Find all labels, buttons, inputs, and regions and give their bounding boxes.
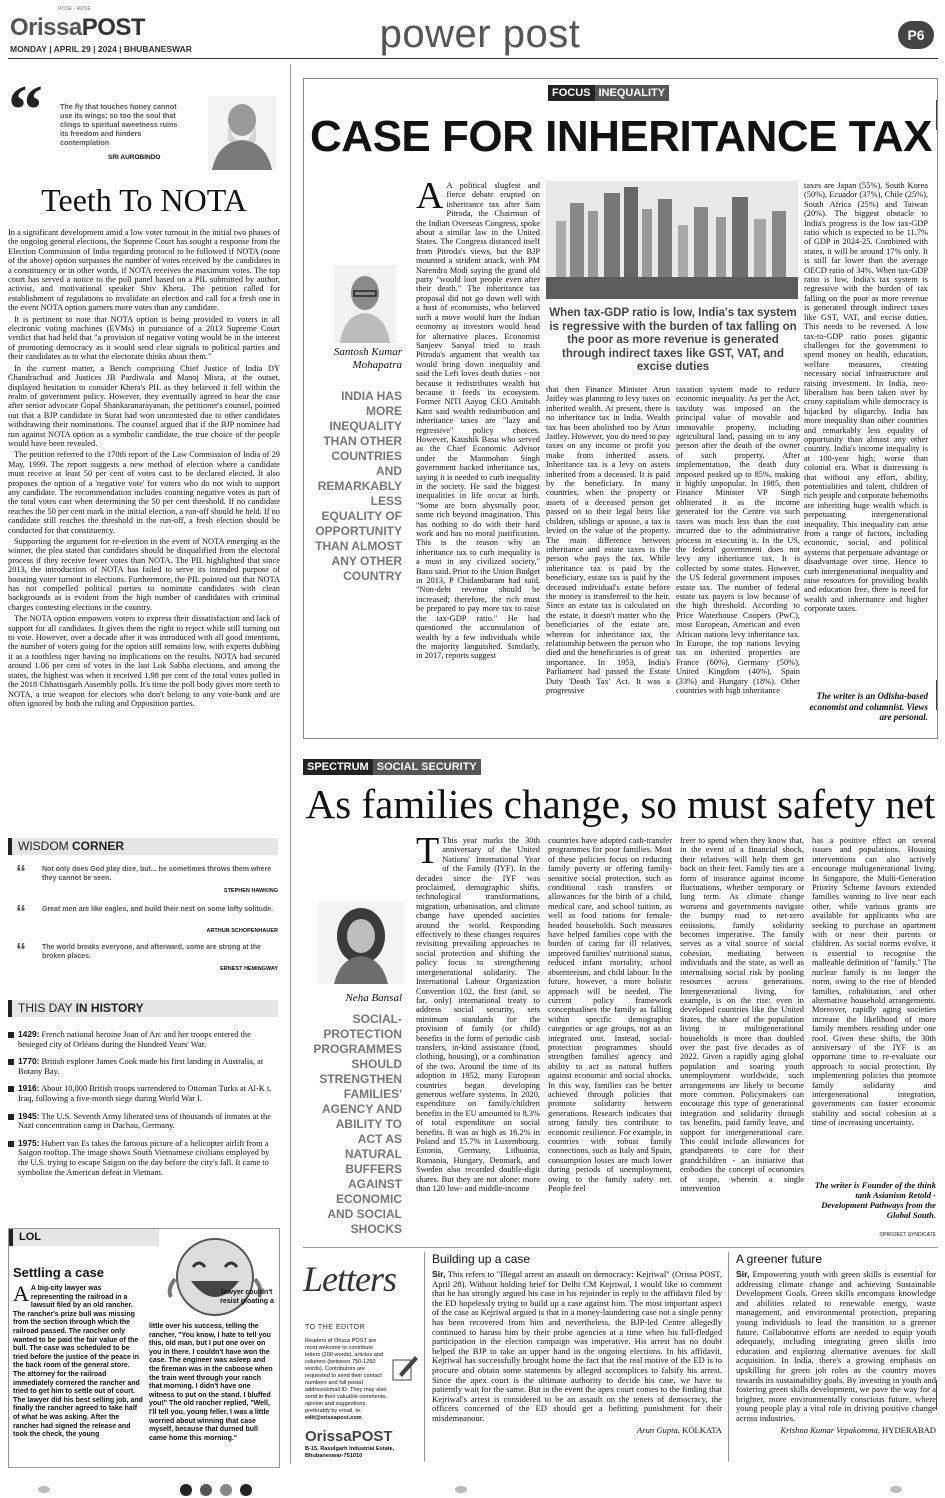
focus-headline: CASE FOR INHERITANCE TAX [310,112,932,161]
spectrum-pull-quote: SOCIAL-PROTECTION PROGRAMMES SHOULD STRENGTHEN FAMILIES' AGENCY AND ABILITY TO ACT AS NATURAL BUFFERS AGAINST ECONOMIC AND SOCIAL SHOCKS [313,1012,402,1236]
wisdom-text: The world breaks everyone, and afterward, some are strong at the broken places. [42,944,262,960]
spectrum-col-1 [416,836,540,1238]
lol-title: Settling a case [13,1265,105,1280]
focus-bio: The writer is an Odisha-based economist and columnist. Views are personal. [809,691,928,722]
letter-1-salutation: Sir, [432,1269,446,1279]
history-text: British explorer James Cook made his first landing in Australia, at Botany Bay. [18,1057,264,1076]
letters-logo: Letters [303,1259,397,1299]
quote-mark-icon: “ [8,72,43,149]
registration-mark [180,1484,192,1496]
bullet-icon [8,1086,14,1092]
letter-1-signature [432,1425,722,1435]
letters-info-text: Readers of Orissa POST are most welcome to contribute letters (200 words), articles and columns (between 750-1250 words). Contributors are requested to send their contact numbers and full postal address/email ID. They may also send in their valuable comments, opinion and suggestions, preferably by email, to: [305,1338,387,1414]
registration-mark [240,1484,252,1496]
wisdom-author: ARTHUR SCHOPENHAUER [206,928,278,934]
editorial-para: Supporting the argument for re-election in the event of NOTA emerging as the winner, the plea stated that candidates should be disqualified from the electoral process if they receive fewer votes than NOTA. The PIL highlighted that since 2013, the introduction of NOTA has failed to serve its intended purpose of boosting voter turnout in elections. Furthermore, the PIL pointed out that NOTA has not compelled political parties to nominate candidates with clean backgrounds as is evident from the high number of candidates with criminal charges contesting elections in the country. [8,537,280,612]
letter-2-text: Empowering youth with green skills is essential for addressing climate change and achieving Sustainable Development Goals. Green skills encompass knowledge and abilities related to renewable energy, waste management, and environmental protection, preparing young individuals to lead the transition to a greener future. Collaborative efforts are needed to equip youth adequately, including integrating green skills into education and exploring alternative avenues for skill acquisition. In India, there's a growing emphasis on upskilling for green job roles as the country moves towards its sustainability goals. By investing in youth and fostering green skills development, we pave the way for a brighter, more environmentally conscious future, where young people play a vital role in driving positive change across industries. [736,1269,936,1423]
tag-social-security: SOCIAL SECURITY [373,759,481,775]
spectrum-dropcap: T [416,836,440,872]
author-photo-neha [318,902,404,984]
letters-divider [424,1252,425,1462]
letter-1-text: This refers to "Illegal arrest an assault on democracy: Kejriwal" (Orissa POST, April 28). Without holding brief for Delhi CM Kejriwal, I would like to comment that he has strongly argued his case in his rejoinder in reply to the affidavit filed by the ED hopelessly trying to build up a case against him. The most important aspect of the case as Kejriwal argued is that in a money-laundering case not a single penny has been recovered from him and nevertheless, the BJP-led Centre allegedly continued to harass him by their probe agencies at a time when his full-fledged participation in the election campaign was imperative. His arrest has no doubt helped the BJP to take an upper hand in the ongoing elections. In his affidavit, Kejriwal has successfully brought home the fact that the real motive of the ED is to procure and obtain some statements by alleged accomplices to falsify his arrest. Since the apex court is the ultimate authority to decide his case, we have to patiently wait for the same. But in the event the apex court comes to the finding that Kejriwal's arrest is considered to be an assault on the tenets of democracy, the officers concerned of the ED should get a befitting punishment for their misdemeanour. [432,1269,722,1423]
quote-mark-icon: “ [16,902,26,924]
bullet-icon [8,1032,14,1038]
history-header [8,1000,278,1017]
register-cross [936,1380,944,1410]
logo-accent: POST [81,14,146,41]
author-photo-santosh [334,265,396,343]
history-item [8,1112,280,1131]
footer-logo-main: Orissa [305,1428,352,1445]
tag-inequality: INEQUALITY [595,85,670,101]
masthead [0,0,945,60]
lol-column-2a: lawyer couldn't resist gloating a [220,1289,274,1305]
registration-mark [200,1484,212,1496]
register-cross [936,680,944,710]
bullet-icon [8,1141,14,1147]
register-cross [936,100,944,130]
letter-1-title: Building up a case [432,1252,531,1266]
section-title: power post [379,12,581,56]
lol-box [8,1228,280,1468]
letters-sub: TO THE EDITOR [305,1324,366,1331]
wisdom-author: STEPHEN HAWKING [223,888,278,894]
writing-hand-icon [391,1352,419,1382]
lol-header: LOL [9,1229,159,1246]
wisdom-item [16,902,278,944]
focus-tags [548,85,669,101]
letters-email[interactable]: edit@orissapost.com [305,1415,362,1421]
quote-mark-icon: “ [16,940,26,962]
footer-logo-accent: POST [351,1428,393,1445]
focus-box [303,78,938,739]
spectrum-bio: The writer is Founder of the think tank Asianism Retold - Development Pathways from the Global South. [814,1180,936,1220]
logo-tag: ROSE - ROSE [58,6,91,12]
history-list [8,1030,280,1185]
editorial-title: Teeth To NOTA [41,182,247,218]
focus-col-2: that then Finance Minister Arun Jaitley was planning to levy taxes on inherited wealth. At present, there is no inheritance tax in India. Wealth tax has been abolished too by Arun Jaitley. However, you do need to pay taxes on any income or profit you make from inherited assets. Inheritance tax is a levy on assets inherited from a deceased. It is paid by the beneficiary. In many countries, when the property or assets of a deceased person get passed on to their legal heirs like children, siblings or spouse, a tax is levied on the value of the property. The main difference between inheritance and estate taxes is the person who pays the tax. While inheritance tax is paid by the beneficiary, estate tax is paid by the deceased individual's estate before the money is transferred to the heir. Since an estate tax is calculated on the estate, it doesn't matter who the beneficiaries of the estate are, whereas for inheritance tax, the relationship between the person who died and the beneficiaries is of great importance. In 1953, India's Parliament had passed the Estate Duty 'Death Tax' Act. It was a progressive [546,385,670,695]
focus-author: Santosh Kumar Mohapatra [333,346,402,371]
registration-mark [220,1484,232,1496]
wisdom-text: Great men are like eagles, and build their nest on some lofty solitude. [42,906,274,913]
wisdom-text: Not only does God play dice, but... he sometimes throws them where they cannot be seen. [42,866,272,882]
editorial-para: It is pertinent to note that NOTA option is being provided to voters in all electronic voting machines (EVMs) in pursuance of a 2013 Supreme Court verdict that had held that "a provision of negative voting would be in the interest of promoting democracy as it would send clear signals to political parties and their candidates as to what the electorate thinks about them." [8,314,280,362]
history-item [8,1030,280,1049]
registration-mark [38,1486,50,1493]
bullet-icon [8,1114,14,1120]
editorial-body [8,228,280,828]
letters-rule [303,1247,938,1248]
lol-column-1 [13,1281,143,1440]
quote-mark-icon: “ [16,862,26,884]
lol-column-2: little over his success, telling the rancher, "You know, I hate to tell you this, old man, but I put one over on you in there. I couldn't have won the case. The engineer was asleep and the fireman was in the caboose when the train went through your ranch that morning. I didn't have one witness to put on the stand. I bluffed you!" The old rancher replied, "Well, I'll tell you, young feller, I was a little worried about winning that case myself, because that durned bull came home this morning." [149,1323,273,1442]
tag-focus: FOCUS [548,85,595,101]
editorial-para: The NOTA option empowers voters to express their dissatisfaction and lack of support for all candidates. It gives them the right to reject while still turning out to vote. However, over a decade after it was introduced with all good intentions, the number of voters going for the option still remains low, with experts dubbing it as a toothless tiger having no implications on the results. NOTA had secured around 1.06 per cent of votes in the last Lok Sabha elections, and among the states, the highest was when it received 1.98 per cent of the total votes polled in the 2018 Chhattisgarh Assembly polls. It's time the poll body gives more teeth to NOTA, a true weapon for electors who don't belong to any vote-bank and are often ignored by both the ruling and Opposition parties. [8,614,280,708]
wisdom-author: ERNEST HEMINGWAY [220,966,278,972]
page-number-badge: P6 [898,21,934,49]
quote-text: The fly that touches honey cannot use its wings; so too the soul that clings to spiritual sweetness ruins its freedom and hinders contemplation [60,102,178,147]
focus-dropcap: A [416,181,444,217]
editorial-para: The petition referred to the 170th report of the Law Commission of India of 29 May, 1999. The report suggests a new method of election where a candidate must receive at least 50 per cent of votes cast to be declared elected. It also proposes the option of a 'negative vote' for voters who do not wish to support any candidate. The recommendation includes counting negative votes as part of the total votes cast when determining the 50 per cent threshold. If no candidate reaches the 50 per cent mark in the initial election, a run-off should be held. If no candidate still reaches the threshold in the run-off, a fresh election should be conducted for that constituency. [8,450,280,535]
spectrum-text-1: This year marks the 30th anniversary of the United Nations' International Year of the Family (IYF). In the decades since the IYF was proclaimed, demographic shifts, technological transformations, migration, urbanisation, and climate change have upended societies around the world. Responding effectively to these changes requires revisiting prevailing approaches to social protection and shifting the policy focus to strengthening intergenerational solidarity. The International Labour Organization Convention 102, the first (and, so far, only) international treaty to address social security, sets minimum standards for the provision of family (or child) benefits in the form of periodic cash transfers, in-kind assistance (food, clothing, housing), or a combination of the two. Around the time of its adoption in 1952, many European countries began developing generous welfare systems. In 2020, expenditure on family/children benefits in the EU amounted to 8.3% of total expenditure on social benefits. It was as high as 16.2% in Poland and 15.7% in Luxembourg. Estonia, Germany, Lithuania, Romania, Hungary, Denmark, and Sweden also recorded double-digit shares. But they are not alone: more than 120 low- and middle-income [416,836,540,1194]
letters-divider [728,1252,729,1462]
letter-2-salutation: Sir, [736,1269,750,1279]
history-text: French national heroine Joan of Arc and her troops entered the besieged city of Orléans during the Hundred Years' War. [18,1030,251,1049]
editorial-para: In the current matter, a Bench comprising Chief Justice of India DY Chandrachud and Justices JB Pardiwala and Manoj Misra, at the outset, displayed hesitation to consider Khera's PIL as they believed it fell within the realm of government policy. However, they eventually agreed to hear the case after senior advocate Gopal Shankaranarayanan, the petitioner's counsel, pointed out that a BJP candidate in Surat had won uncontested due to other candidates withdrawing their nominations. The counsel argued that if the BJP nominee had run against NOTA option as a symbolic candidate, the true choice of the people would have been revealed. [8,363,280,448]
spectrum-col-3: freer to spend when they know that, in the event of a financial shock, their relatives will help them get back on their feet. Family ties are a form of insurance against income fluctuations, whether temporary or long term. As climate change worsens and governments navigate the bumpy road to net-zero emissions, family solidarity becomes imperative. The family serves as a vital source of social cohesion, mediating between individuals and the state, as well as internalising social risk by pooling resources across generations. Intergenerational living, for example, is on the rise: even in developed countries like the United States, the share of the population living in multigenerational households is more than doubled over the past five decades as of 2022. Given a rapidly aging global population and soaring youth unemployment worldwide, such arrangements are likely to become more common. Policymakers can encourage this type of generational integration and solidarity through tax benefits, paid family leave, and support for intergenerational care. This could include allowances for grandparents to care for their grandchildren - an initiative that embodies the concept of economies of scope, wherein a single intervention [680,836,804,1194]
letter-2-sign: Krishna Kumar Vepakomma, [780,1424,880,1435]
wisdom-item [16,862,278,906]
masthead-rule [8,58,938,59]
history-head-bold: IN HISTORY [75,1001,144,1015]
spectrum-author: Neha Bansal [345,992,402,1004]
aurobindo-portrait [208,96,276,170]
wisdom-corner-header [8,838,278,855]
letter-2 [736,1252,936,1466]
city-skyline-photo [546,181,798,299]
focus-col-1 [416,181,540,726]
history-year: 1975: [18,1137,40,1148]
letters-info [305,1338,389,1422]
letter-1-place: KOLKATA [682,1424,722,1435]
history-year: 1916: [18,1083,40,1094]
history-year: 1770: [18,1056,40,1067]
letter-1-body [432,1270,722,1424]
spectrum-col-2: countries have adopted cash-transfer programmes for poor families. Most of these policies focus on reducing family poverty or offering family-sensitive social protection, such as conditional cash transfers or allowances for the birth of a child, medical care, and school tuition, as well as food rations for female-headed households. Such measures have helped families cope with the burden of caring for ill relatives, improved families' nutritional status, reduced infant mortality, school absenteeism, and child labour. In the future, however, a more holistic approach will be needed. The current policy framework conceptualises the family as falling within specific demographic categories or age groups, not as an integrated unit. Instead, social-protection programmes should strengthen families' agency and ability to act as natural buffers against economic and social shocks. In this way, families can be better achieved through policies that promote solidarity between generations. Research indicates that strong family ties contribute to economic resilience. For example, in countries with robust family connections, such as Italy and Spain, consumption losses are much lower during periods of unemployment, owing to the family safety net. People feel [548,836,672,1194]
wisdom-head-light: WISDOM [18,839,69,853]
history-year: 1429: [18,1029,40,1039]
dateline: MONDAY | APRIL 29 | 2024 | BHUBANESWAR [10,44,192,54]
bullet-icon [8,1059,14,1065]
letter-2-title: A greener future [736,1252,823,1266]
lol-dropcap: A [13,1281,29,1306]
letters-sidebar [303,1252,421,1468]
history-item [8,1084,280,1103]
letter-1-sign: Arun Gupta, [636,1424,680,1435]
letters-address: B-15, Rasulgarh Industrial Estate, Bhubaneswar-751010 [305,1446,395,1459]
quote-author: SRI AUROBINDO [108,154,161,161]
wisdom-item [16,940,278,984]
letters-footer-logo [305,1428,393,1445]
focus-col-3: taxation system made to reduce economic inequality. As per the Act, tax/duty was imposed on the principal value of movable and immovable property, including agricultural land, passing on to any person after the death of the owner of such property. After implementation, the death duty imposed peaked up to 85%, making it highly unpopular. In 1985, then Finance Minister VP Singh obliterated it as the income generated for the Centre via such taxes was much less than the cost incurred due to the administrative process in executing it. In the US, the federal government does not levy any inheritance tax. It is collected by some states. However, the US federal government imposes estate tax. The number of federal estate tax payers is low because of the high threshold. According to Price Waterhouse Coopers (PwC), most European, American and even African nations levy inheritance tax. In Europe, the top nations levying tax on inherited properties are France (60%), Germany (50%), United Kingdom (40%), Spain (33%) and Hungary (18%). Other countries with high inheritance [676,385,800,695]
focus-col-4: taxes are Japan (55%), South Korea (50%), Ecuador (37%), Chile (25%), South Africa (25%) and Taiwan (20%). The biggest obstacle to India's progress is the low tax-GDP ratio which is expected to be 11.7% of GDP in 2024-25. Combined with states, it will be around 17% only. It is still far lower than the average OECD ratio of 34%. When tax-GDP ratio is low, India's tax system is regressive with the burden of tax falling on the poor as more revenue is generated through indirect taxes like GST, VAT, and excise duties. This needs to be reversed. A low tax-to-GDP ratio poses gigantic challenges for the government to spend money on health, education, welfare measures, creating necessary social infrastructure and raising investment. In India, neo-liberalism has been taken over by crony capitalism while democracy is hijacked by oligarchy. India has more inequality than other countries and remarkably less equality of opportunity than almost any other country. India's income inequality is at 100-year high; worse than colonial era. What is distressing is that without any effort, ability, potentialities and talent, children of rich people and corporate behemoths are inheriting huge wealth which is perpetuating intergenerational inequality. This inequality can arise from a range of factors, including economic, social, and political systems that perpetuate advantage or disadvantage over time. Hence to curb intergenerational inequality and raise resources for providing health and education free, there is need for wealth and inheritance and higher corporate taxes. [804,181,928,614]
focus-text-1: A political slugfest and fierce debate erupted on inheritance tax after Sam Pitroda, the Chairman of the Indian Overseas Congress, spoke about a similar law in the United States. The Congress distanced itself from Pitroda's views, but the BJP mounted a strident attack, with PM Narendra Modi saying the grand old party "would loot people even after their death." The inheritance tax proposal did not go down well with a host of economists, who believed such a move would hurt the Indian economy as investors would head for alternative places. Economist Sanjeev Sanyal tried to trash Pitroda's argument that wealth tax would bring down inequality and said the Left loves death duties - not because it redistributes wealth but because it feeds its ecosystem. Former NITI Aayog CEO Amitabh Kant said wealth redistribution and inheritance taxes are "lazy and regressive" policy choices. However, Kaushik Basu who served as the Chief Economic Advisor under the Manmohan Singh government backed inheritance tax, saying it is needed to curb inequality in the society. He said the biggest inequalities in life occur at birth. "Some are born abysmally poor, some rich beyond imagination. This has nothing to do with their hard work and has no moral justification. This is the reason why an inheritance tax to curb inequality is a must in any civilized society," Basu said. Prior to the Union Budget in 2013, P Chidambaram had said, "Non-debt revenue should be increased; therefore, the rich must be prepared to pay more tax to raise the tax-GDP ratio." He had questioned the accumulation of wealth by a few individuals while the majority languished. Similarly, in 2017, reports suggest [416,181,540,661]
letter-2-body [736,1270,936,1424]
wisdom-list [16,862,278,984]
column-divider [290,64,291,1464]
history-head-light: THIS DAY [18,1001,73,1015]
wisdom-head-bold: CORNER [72,839,125,853]
logo [10,14,145,42]
registration-mark [455,1486,467,1493]
letter-1 [432,1252,722,1466]
focus-photo-caption: When tax-GDP ratio is low, India's tax system is regressive with the burden of tax falling on the poor as more revenue is generated through indirect taxes like GST, VAT, and excise duties [549,307,797,374]
history-year: 1945: [18,1110,40,1121]
lol-text-1: A big-city lawyer was representing the railroad in a lawsuit filed by an old rancher. The rancher's prize bull was missing from the section through which the railroad passed. The rancher only wanted to be paid the fair value of the bull. The case was scheduled to be tried before the justice of the peace in the back room of the general store. The attorney for the railroad immediately cornered the rancher and tried to get him to settle out of court. The lawyer did his best selling job, and finally the rancher agreed to take half of what he was asking. After the rancher had signed the release and took the check, the young [13,1285,143,1439]
history-text: The U.S. Seventh Army liberated tens of thousands of inmates at the Nazi concentration camp in Dachau, Germany. [18,1111,271,1131]
focus-pull-quote: INDIA HAS MORE INEQUALITY THAN OTHER COUNTRIES AND REMARKABLY LESS EQUALITY OF OPPORTUNITY THAN ALMOST ANY OTHER COUNTRY [315,389,402,583]
letter-2-place: HYDERABAD [882,1424,936,1435]
letter-2-signature [736,1425,936,1435]
history-text: About 10,000 British troops surrendered to Ottoman Turks at Al-K t, Iraq, following a five-month siege during World War I. [18,1084,272,1103]
history-item [8,1139,280,1177]
editorial-para: In a significant development amid a low voter turnout in the initial two phases of the ongoing general elections, the Supreme Court has sought a response from the Election Commission of India regarding protocol to be followed if NOTA (none of the above) option surpasses the number of votes received by the candidates in a constituency or in other words, if NOTA receives the maximum votes. The top court has served a notice to the poll panel based on a PIL submitted by author, activist, and motivational speaker Shiv Khera. The petition called for establishment of regulations to invalidate an election and call for a fresh one in the event NOTA option garners more votes than any candidate. [8,228,280,313]
spectrum-tags [303,759,481,775]
history-item [8,1057,280,1076]
spectrum-credit: ©PROJECT SYNDICATE [879,1232,936,1238]
history-text: Hubert van Es takes the famous picture of a helicopter airlift from a Saigon rooftop. The image shows South Vietnamese civilians employed by the U.S. trying to escape Saigon on the day before the city's fall. It came to symbolize the American defeat in Vietnam. [18,1138,270,1177]
registration-mark [890,1486,902,1493]
spectrum-headline: As families change, so must safety net [305,781,936,827]
tag-spectrum: SPECTRUM [303,759,373,775]
spectrum-col-4: has a positive effect on several issues and populations. Housing interventions can also actively encourage multigenerational living. In Singapore, the Multi-Generation Priority Scheme favours extended families wanting to live near each other, while various grants are available for applicants who are seeking to purchase an apartment with or near their parents or children. As social norms evolve, it is essential to recognise the malleable definition of "family." The nuclear family is no longer the norm, owing to the rise of blended families, cohabitation, and other alternative household arrangements. Moreover, rapidly aging societies increase the likelihood of more family members residing under one roof. Given these shifts, the 30th anniversary of the IYF is an opportune time to re-evaluate our approach to social protection. By implementing policies that promote family solidarity and intergenerational integration, governments can foster economic stability and social cohesion at a time of increasing uncertainty. [812,836,936,1128]
logo-main: Orissa [10,14,82,41]
quote-block [8,72,280,166]
